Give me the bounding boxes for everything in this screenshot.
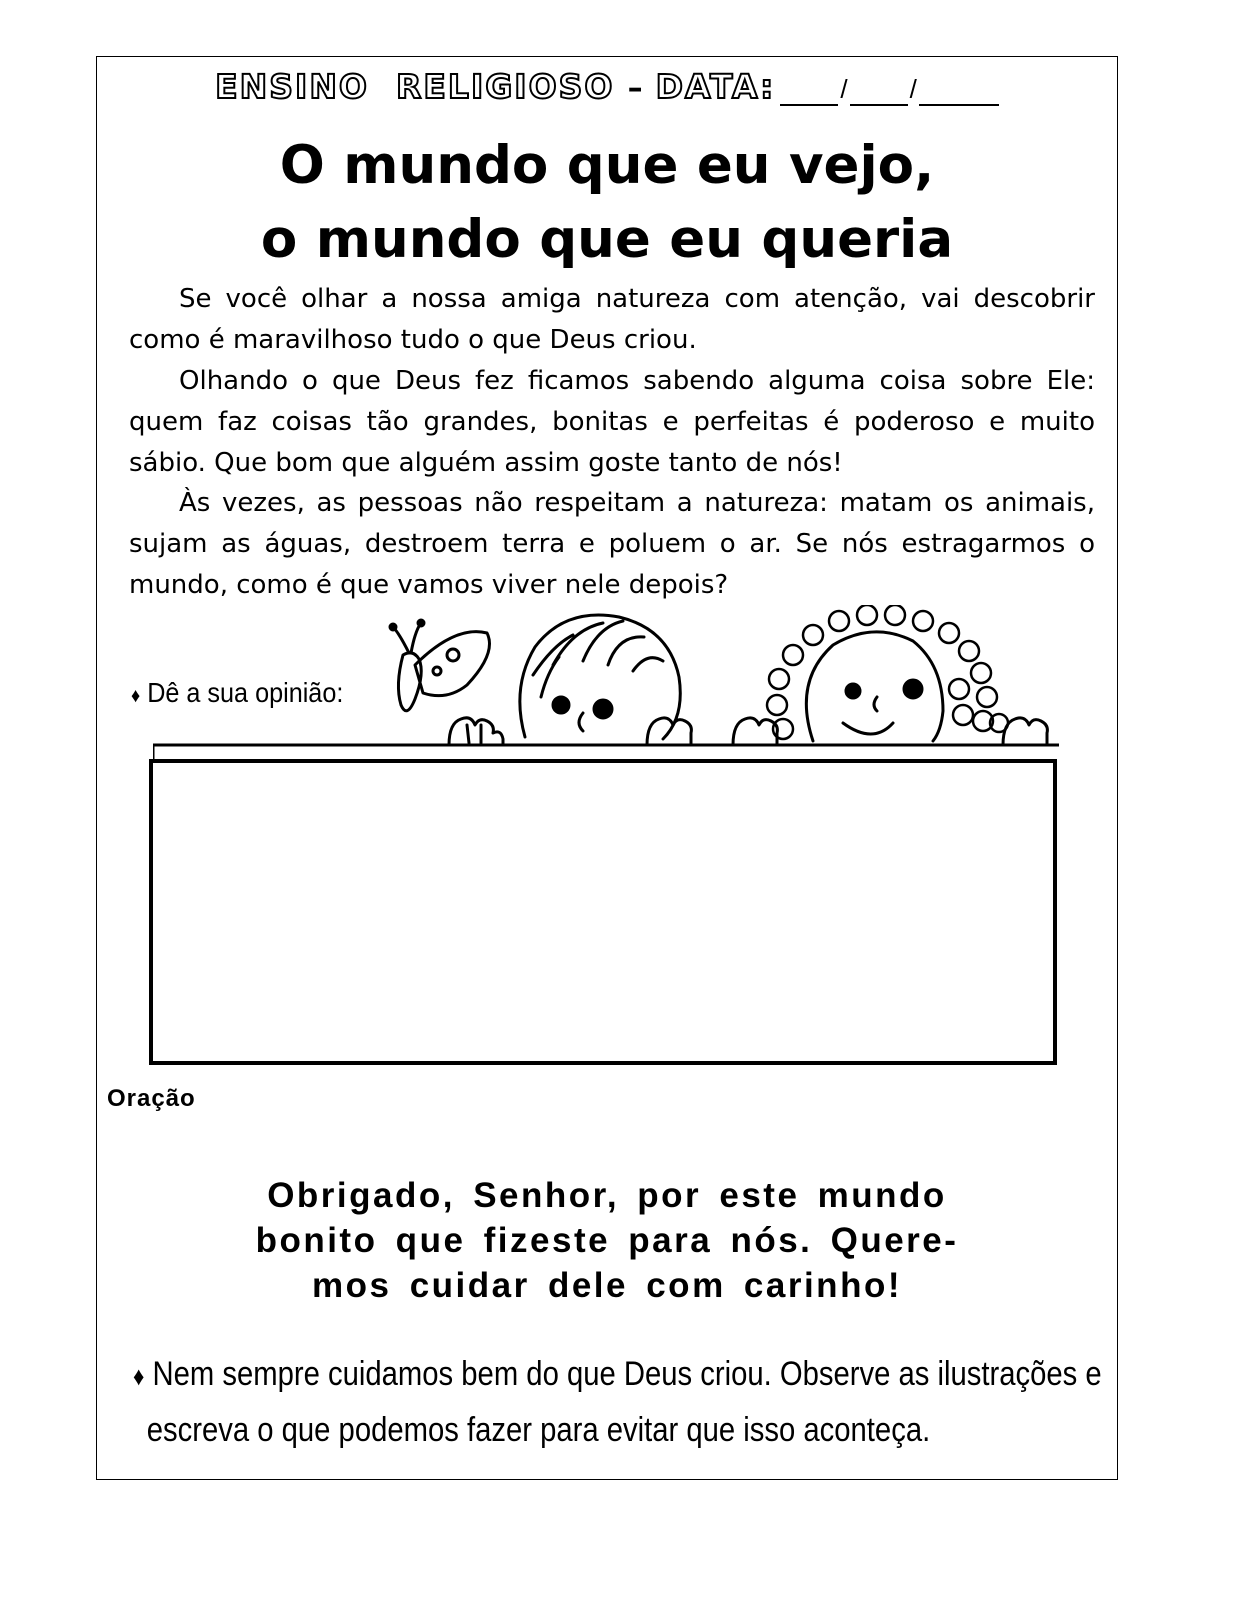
diamond-bullet-icon: ♦ [131,685,141,707]
children-illustration [153,605,1059,775]
opinion-label: Dê a sua opinião: [147,677,344,708]
instruction-text [133,1347,1102,1457]
paragraph-2: Olhando o que Deus fez ficamos sabendo alguma coisa sobre Ele: quem faz coisas tão grandes, bonitas e perfeitas é poderoso e muito sábio. Que bom que alguém assim goste tanto de nós! [129,366,1095,478]
paragraph-1: Se você olhar a nossa amiga natureza com atenção, vai descobrir como é maravilhoso tudo o que Deus criou. [129,284,1095,355]
instruction-line: Nem sempre cuidamos bem do que Deus criou. Observe as ilustrações e [152,1355,1102,1393]
prayer-line: Obrigado, Senhor, por este mundo [267,1176,947,1215]
girl-right-hand-icon [1003,718,1047,745]
girl-curls-icon [767,605,1008,739]
date-slash: / [840,74,848,104]
title-line: o mundo que eu queria [260,209,954,270]
prayer-line: bonito que fizeste para nós. Quere- [255,1221,959,1260]
date-day-blank[interactable] [780,74,838,106]
date-slash: / [909,74,917,104]
header-separator: – [627,71,643,106]
date-month-blank[interactable] [850,74,908,106]
date-label: DATA: [655,67,776,106]
girl-left-hand-icon [733,718,777,745]
prayer-label: Oração [107,1085,196,1112]
girl-face-icon [806,632,943,741]
diamond-bullet-icon: ♦ [133,1361,145,1391]
subject-title: ENSINO RELIGIOSO [215,67,615,106]
paragraph-3: Às vezes, as pessoas não respeitam a natureza: matam os animais, sujam as águas, destroem terra e poluem o ar. Se nós estragarmos o mundo, como é que vamos viver nele depois? [129,488,1095,600]
prayer-line: mos cuidar dele com carinho! [312,1266,902,1305]
date-year-blank[interactable] [919,74,999,106]
instruction-line: escreva o que podemos fazer para evitar que isso aconteça. [146,1411,931,1449]
page-title [97,129,1117,277]
prayer-text [187,1173,1027,1308]
boy-left-hand-icon [449,718,503,745]
opinion-answer-box[interactable] [149,759,1057,1065]
butterfly-icon [390,620,490,711]
worksheet-page [96,56,1118,1480]
title-line: O mundo que eu vejo, [279,135,935,196]
worksheet-header [97,67,1117,111]
